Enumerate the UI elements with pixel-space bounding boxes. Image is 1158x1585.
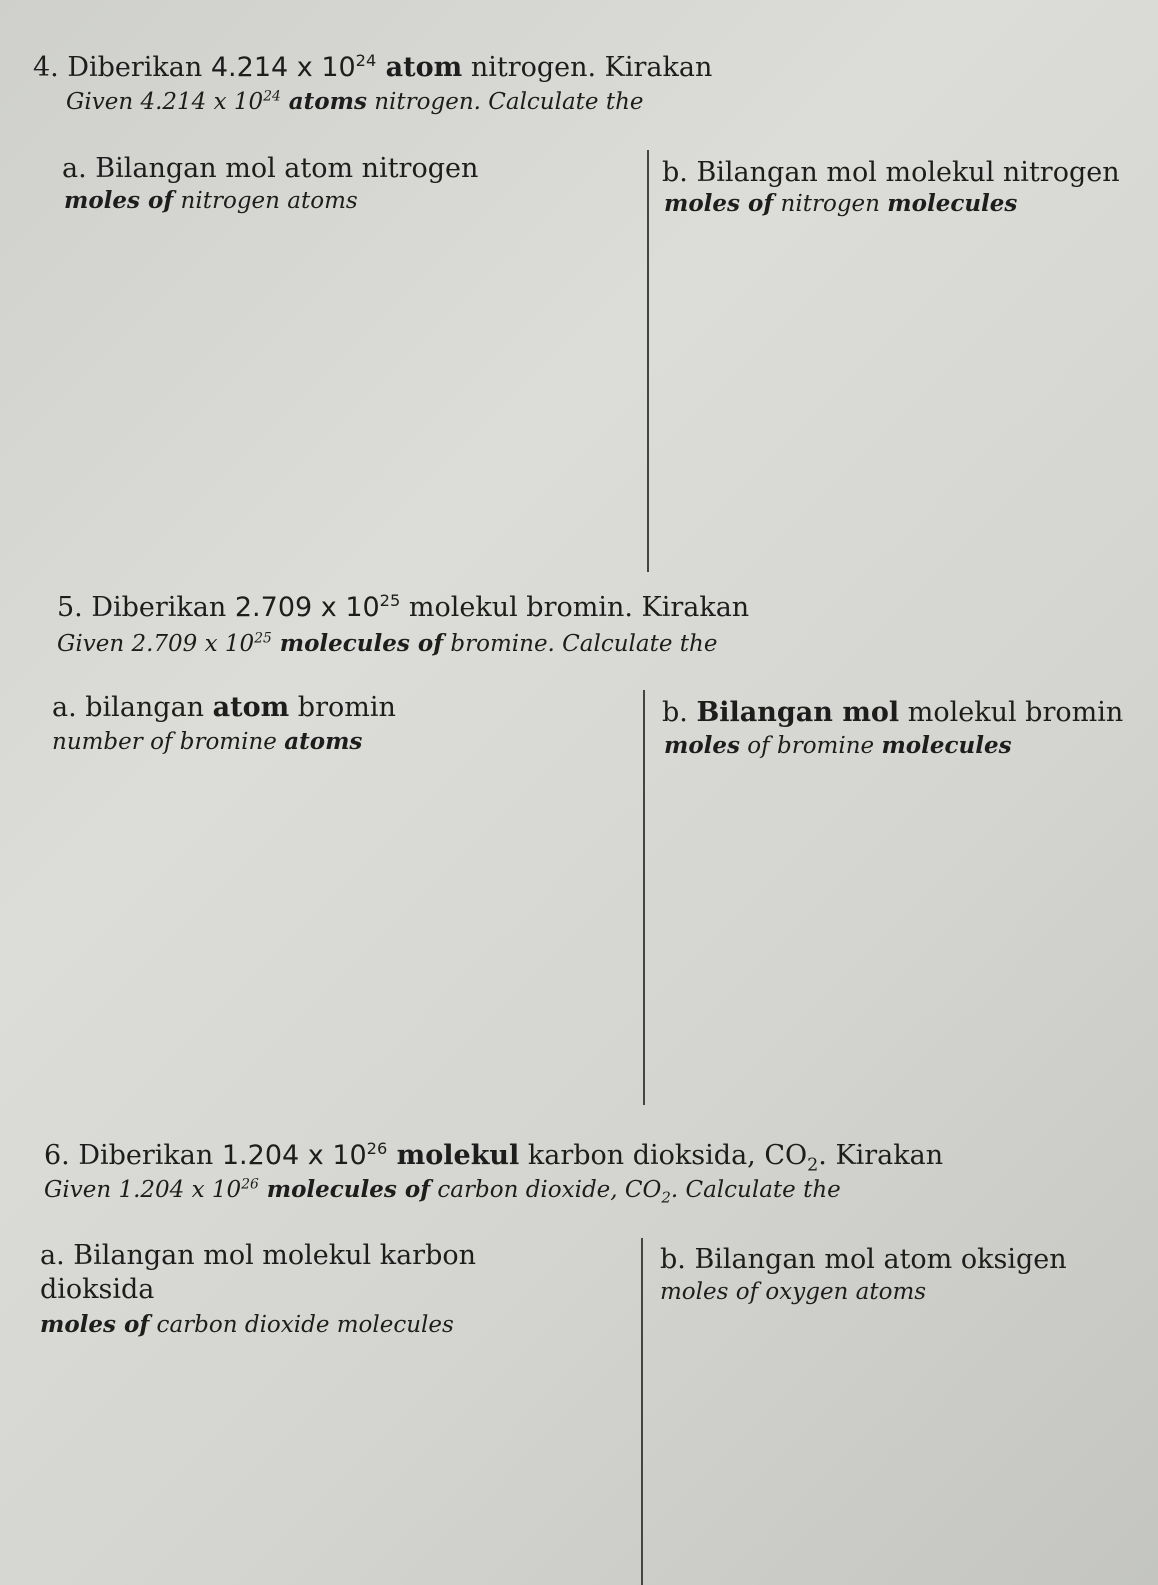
q5a-english-text: number of bromine — [52, 729, 285, 755]
q4b-english-text: nitrogen — [773, 191, 888, 217]
q6-malay-number — [222, 1140, 387, 1171]
q4-en-number-base: 4.214 x 10 — [140, 89, 264, 115]
q6-malay-text-mid: karbon dioksida, CO — [519, 1140, 808, 1171]
q5-english-bold: molecules of — [271, 630, 444, 657]
q4-number-base: 4.214 x 10 — [210, 52, 356, 83]
q6a-english-label — [40, 1311, 454, 1338]
q4a-english-label — [64, 187, 358, 214]
q6-en-number-exponent: 26 — [241, 1176, 259, 1193]
q5-english-number — [131, 631, 271, 657]
q6-english-bold: molecules of — [258, 1176, 431, 1203]
q5-malay-question — [57, 592, 749, 623]
q5-malay-text-end: molekul bromin. Kirakan — [400, 592, 750, 623]
q6-number-base: 1.204 x 10 — [221, 1140, 367, 1171]
q4-english-question — [66, 88, 644, 115]
q5-english-text-end: bromine. Calculate the — [443, 631, 718, 657]
q6-number-exponent: 26 — [366, 1139, 388, 1158]
q5-malay-number — [235, 592, 400, 623]
q6-malay-question — [44, 1139, 944, 1176]
q4-malay-bold: atom — [376, 52, 463, 83]
q6a-english-text: carbon dioxide molecules — [149, 1312, 454, 1338]
q6-english-question — [44, 1176, 841, 1207]
q5-number-exponent: 25 — [379, 591, 401, 610]
q5a-english-bold: atoms — [284, 728, 363, 755]
q4b-english-bold-end: molecules — [887, 190, 1018, 217]
q4-malay-text-end: nitrogen. Kirakan — [462, 52, 713, 83]
q5b-english-bold-end: molecules — [881, 732, 1012, 759]
q5b-english-bold: moles — [664, 732, 740, 759]
q4-english-number — [140, 89, 280, 115]
q4-english-bold: atoms — [280, 88, 367, 115]
q5-english-text: Given — [57, 631, 132, 657]
q5b-english-label — [664, 732, 1012, 759]
q6b-malay-label: b. Bilangan mol atom oksigen — [660, 1244, 1067, 1275]
q6-en-number-base: 1.204 x 10 — [118, 1177, 242, 1203]
q6a-malay-label-line2: dioksida — [40, 1274, 155, 1305]
q4-english-text-end: nitrogen. Calculate the — [366, 89, 644, 115]
q6-english-text-end: . Calculate the — [670, 1177, 841, 1203]
q6-english-number — [118, 1177, 258, 1203]
q5a-malay-label — [52, 692, 396, 723]
q4-en-number-exponent: 24 — [263, 88, 281, 105]
q5-en-number-base: 2.709 x 10 — [131, 631, 255, 657]
q4-malay-question — [33, 52, 712, 83]
q6-malay-text-end: . Kirakan — [818, 1140, 944, 1171]
q6-malay-text: 6. Diberikan — [44, 1140, 222, 1171]
q6-malay-subscript: 2 — [807, 1155, 819, 1176]
q5-number-base: 2.709 x 10 — [234, 592, 380, 623]
q6-english-text: Given — [44, 1177, 119, 1203]
q6a-english-bold: moles of — [40, 1311, 150, 1338]
q4-malay-number — [211, 52, 376, 83]
q4a-english-bold: moles of — [64, 187, 174, 214]
q6-malay-bold: molekul — [387, 1140, 520, 1171]
q5a-malay-text-end: bromin — [289, 692, 396, 723]
q5-english-question — [57, 630, 717, 657]
q4a-malay-label: a. Bilangan mol atom nitrogen — [62, 153, 479, 184]
q4-column-divider — [647, 150, 649, 572]
q5b-malay-bold: Bilangan mol — [696, 697, 900, 728]
q4b-english-label — [664, 190, 1017, 217]
q4b-english-bold: moles of — [664, 190, 774, 217]
q4-number-exponent: 24 — [355, 51, 377, 70]
q5a-english-label — [52, 728, 362, 755]
q5b-malay-label — [662, 697, 1123, 728]
q5a-malay-bold: atom — [212, 692, 290, 723]
q5-column-divider — [643, 690, 645, 1105]
q6-column-divider — [641, 1238, 643, 1585]
q4-english-text: Given — [66, 89, 141, 115]
q6b-english-label: moles of oxygen atoms — [660, 1279, 927, 1305]
q5a-malay-text: a. bilangan — [52, 692, 213, 723]
q5-malay-text: 5. Diberikan — [57, 592, 235, 623]
q5b-english-text: of bromine — [740, 733, 882, 759]
q4b-malay-label: b. Bilangan mol molekul nitrogen — [662, 157, 1120, 188]
q4a-english-text: nitrogen atoms — [173, 188, 358, 214]
q5b-malay-text-end: molekul bromin — [899, 697, 1124, 728]
q6a-malay-label-line1: a. Bilangan mol molekul karbon — [40, 1240, 477, 1271]
q6-english-subscript: 2 — [661, 1188, 671, 1207]
q5b-malay-text: b. — [662, 697, 697, 728]
q5-en-number-exponent: 25 — [254, 630, 272, 647]
q6-english-text-mid: carbon dioxide, CO — [430, 1177, 662, 1203]
q4-malay-text: 4. Diberikan — [33, 52, 211, 83]
